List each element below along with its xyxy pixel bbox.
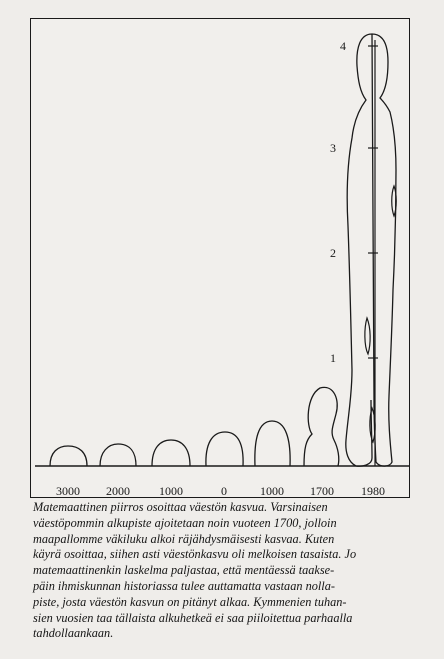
caption-line: päin ihmiskunnan historiassa tulee auttamatta vastaan nolla- xyxy=(33,578,335,593)
scale-label-4: 4 xyxy=(340,39,346,53)
hump-year-0 xyxy=(206,432,243,466)
hump-3000bc xyxy=(50,446,87,466)
scale-label-3: 3 xyxy=(330,141,336,155)
hump-2000bc xyxy=(100,444,136,466)
left-hand-outline xyxy=(365,318,370,354)
x-label-3000: 3000 xyxy=(56,484,80,498)
caption-line: maapallomme väkiluku alkoi räjähdysmäisesti kasvaa. Kuten xyxy=(33,531,335,546)
x-label-0: 0 xyxy=(221,484,227,498)
figure-caption xyxy=(33,500,408,642)
caption-line: piste, josta väestön kasvun on pitänyt alkaa. Kymmenien tuhan- xyxy=(33,594,347,609)
x-label-1980: 1980 xyxy=(361,484,385,498)
caption-line: sien vuosien taa tällaista alkuhetkeä ei saa piiloitettua parhaalla xyxy=(33,610,353,625)
x-label-2000: 2000 xyxy=(106,484,130,498)
figure-1700 xyxy=(304,387,339,466)
x-label-1700: 1700 xyxy=(310,484,334,498)
caption-line: väestöpommin alkupiste ajoitetaan noin vuoteen 1700, jolloin xyxy=(33,515,337,530)
hump-1000bc xyxy=(152,440,190,466)
caption-line: matemaattinenkin laskelma paljastaa, että mentäessä taakse- xyxy=(33,563,335,578)
x-label-1000bc: 1000 xyxy=(159,484,183,498)
caption-line: Matemaattinen piirros osoittaa väestön kasvua. Varsinaisen xyxy=(33,500,328,514)
caption-line: tahdollaankaan. xyxy=(33,626,114,641)
scale-label-1: 1 xyxy=(330,351,336,365)
human-silhouette-1980 xyxy=(346,34,396,466)
hump-1000ad xyxy=(255,421,290,466)
scale-label-2: 2 xyxy=(330,246,336,260)
caption-line: käyrä osoittaa, siihen asti väestönkasvu oli melkoisen tasaista. Jo xyxy=(33,547,357,562)
x-label-1000ad: 1000 xyxy=(260,484,284,498)
